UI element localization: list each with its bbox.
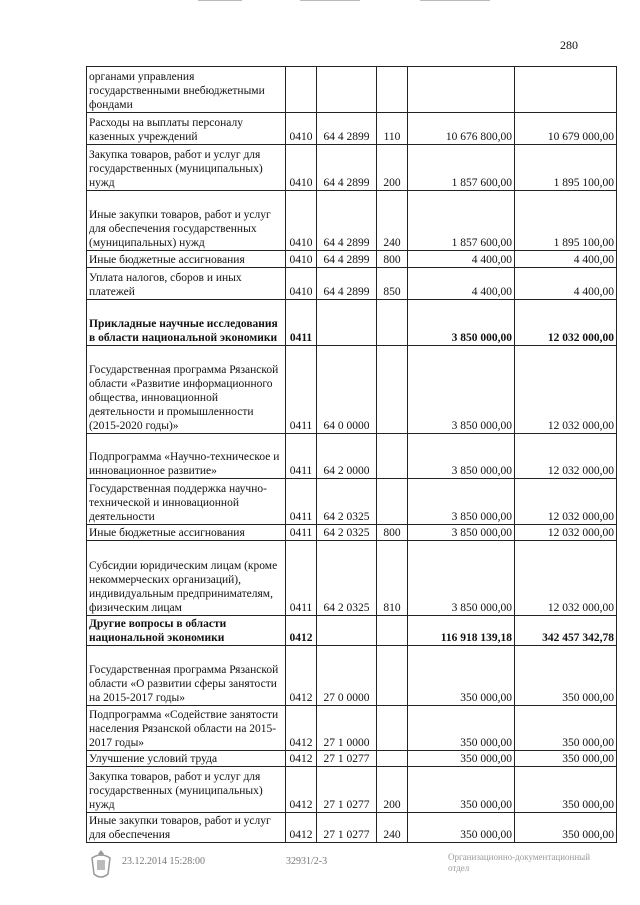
row-target-article: 64 4 2899 xyxy=(317,145,377,191)
row-target-article: 64 4 2899 xyxy=(317,113,377,145)
row-amount-first: 3 850 000,00 xyxy=(408,525,515,541)
row-expense-type: 240 xyxy=(377,191,408,251)
row-section: 0411 xyxy=(286,346,317,434)
row-section: 0412 xyxy=(286,767,317,813)
row-name: Иные закупки товаров, работ и услуг для обеспечения xyxy=(87,813,286,843)
row-amount-second xyxy=(515,67,617,113)
table-row xyxy=(87,67,617,113)
row-target-article: 64 4 2899 xyxy=(317,251,377,268)
table-row xyxy=(87,300,617,346)
row-section: 0411 xyxy=(286,525,317,541)
row-name: органами управления государственными внебюджетными фондами xyxy=(87,67,286,113)
row-expense-type: 200 xyxy=(377,767,408,813)
row-target-article: 64 2 0325 xyxy=(317,479,377,525)
row-target-article: 27 1 0277 xyxy=(317,767,377,813)
row-target-article: 27 1 0000 xyxy=(317,706,377,751)
budget-table xyxy=(86,66,617,843)
scan-artifact xyxy=(198,0,242,1)
table-row xyxy=(87,646,617,706)
row-amount-first: 10 676 800,00 xyxy=(408,113,515,145)
footer-stamp-text: Организационно-документационный отдел xyxy=(448,852,591,873)
row-amount-first: 116 918 139,18 xyxy=(408,616,515,646)
row-amount-second: 350 000,00 xyxy=(515,767,617,813)
table-row xyxy=(87,541,617,616)
emblem-icon xyxy=(88,848,114,882)
row-section: 0412 xyxy=(286,706,317,751)
row-target-article: 27 0 0000 xyxy=(317,646,377,706)
row-amount-second: 4 400,00 xyxy=(515,268,617,300)
row-amount-first: 1 857 600,00 xyxy=(408,191,515,251)
row-target-article: 64 2 0325 xyxy=(317,541,377,616)
row-expense-type: 800 xyxy=(377,251,408,268)
scan-artifact xyxy=(300,0,360,1)
row-amount-first: 3 850 000,00 xyxy=(408,346,515,434)
row-amount-second: 350 000,00 xyxy=(515,813,617,843)
row-expense-type xyxy=(377,751,408,767)
row-amount-second: 10 679 000,00 xyxy=(515,113,617,145)
row-expense-type: 810 xyxy=(377,541,408,616)
table-row xyxy=(87,268,617,300)
row-amount-first: 4 400,00 xyxy=(408,268,515,300)
row-section: 0412 xyxy=(286,646,317,706)
row-name: Закупка товаров, работ и услуг для государственных (муниципальных) нужд xyxy=(87,145,286,191)
row-amount-second: 12 032 000,00 xyxy=(515,541,617,616)
row-target-article: 64 0 0000 xyxy=(317,346,377,434)
row-section: 0411 xyxy=(286,541,317,616)
row-name: Уплата налогов, сборов и иных платежей xyxy=(87,268,286,300)
row-amount-second: 1 895 100,00 xyxy=(515,145,617,191)
row-section: 0410 xyxy=(286,113,317,145)
row-expense-type: 800 xyxy=(377,525,408,541)
table-row xyxy=(87,767,617,813)
row-amount-second: 350 000,00 xyxy=(515,706,617,751)
table-row xyxy=(87,145,617,191)
row-amount-second: 1 895 100,00 xyxy=(515,191,617,251)
row-section: 0412 xyxy=(286,616,317,646)
table-row xyxy=(87,479,617,525)
row-section: 0411 xyxy=(286,300,317,346)
row-name: Другие вопросы в области национальной экономики xyxy=(87,616,286,646)
row-expense-type xyxy=(377,300,408,346)
row-section: 0410 xyxy=(286,268,317,300)
footer-timestamp: 23.12.2014 15:28:00 xyxy=(122,856,206,867)
row-amount-first: 350 000,00 xyxy=(408,813,515,843)
row-amount-first: 3 850 000,00 xyxy=(408,541,515,616)
table-row xyxy=(87,751,617,767)
row-expense-type xyxy=(377,67,408,113)
row-section: 0411 xyxy=(286,479,317,525)
row-expense-type xyxy=(377,616,408,646)
row-amount-second: 12 032 000,00 xyxy=(515,479,617,525)
row-target-article: 64 2 0325 xyxy=(317,525,377,541)
row-expense-type: 110 xyxy=(377,113,408,145)
row-name: Иные бюджетные ассигнования xyxy=(87,525,286,541)
row-expense-type: 850 xyxy=(377,268,408,300)
row-amount-first: 350 000,00 xyxy=(408,706,515,751)
row-name: Государственная программа Рязанской области «О развитии сферы занятости на 2015-2017 годы» xyxy=(87,646,286,706)
row-section: 0410 xyxy=(286,191,317,251)
row-target-article xyxy=(317,300,377,346)
row-amount-first: 3 850 000,00 xyxy=(408,434,515,479)
row-expense-type: 240 xyxy=(377,813,408,843)
row-amount-first: 3 850 000,00 xyxy=(408,479,515,525)
row-name: Субсидии юридическим лицам (кроме некоммерческих организаций), индивидуальным предпринимателям, физическим лицам xyxy=(87,541,286,616)
row-name: Государственная поддержка научно-технической и инновационной деятельности xyxy=(87,479,286,525)
row-target-article: 27 1 0277 xyxy=(317,751,377,767)
row-amount-first: 1 857 600,00 xyxy=(408,145,515,191)
row-name: Прикладные научные исследования в области национальной экономики xyxy=(87,300,286,346)
row-section: 0412 xyxy=(286,813,317,843)
row-expense-type xyxy=(377,646,408,706)
row-amount-second: 350 000,00 xyxy=(515,646,617,706)
row-expense-type xyxy=(377,434,408,479)
row-target-article xyxy=(317,67,377,113)
page-number: 280 xyxy=(560,38,578,52)
row-amount-first: 350 000,00 xyxy=(408,751,515,767)
row-section: 0411 xyxy=(286,434,317,479)
row-target-article: 64 4 2899 xyxy=(317,268,377,300)
row-name: Иные бюджетные ассигнования xyxy=(87,251,286,268)
row-expense-type xyxy=(377,706,408,751)
table-row xyxy=(87,191,617,251)
table-body xyxy=(87,67,617,843)
table-row xyxy=(87,346,617,434)
table-row xyxy=(87,434,617,479)
footer-doc-code: 32931/2-3 xyxy=(286,856,328,867)
row-target-article: 64 4 2899 xyxy=(317,191,377,251)
row-name: Улучшение условий труда xyxy=(87,751,286,767)
row-section: 0410 xyxy=(286,145,317,191)
row-section: 0410 xyxy=(286,251,317,268)
row-name: Расходы на выплаты персоналу казенных учреждений xyxy=(87,113,286,145)
row-name: Иные закупки товаров, работ и услуг для обеспечения государственных (муниципальных) нужд xyxy=(87,191,286,251)
table-row xyxy=(87,616,617,646)
row-name: Закупка товаров, работ и услуг для государственных (муниципальных) нужд xyxy=(87,767,286,813)
row-name: Подпрограмма «Содействие занятости населения Рязанской области на 2015-2017 годы» xyxy=(87,706,286,751)
row-name: Подпрограмма «Научно-техническое и инновационное развитие» xyxy=(87,434,286,479)
row-target-article xyxy=(317,616,377,646)
row-amount-first xyxy=(408,67,515,113)
row-amount-first: 4 400,00 xyxy=(408,251,515,268)
row-amount-first: 350 000,00 xyxy=(408,767,515,813)
row-amount-second: 12 032 000,00 xyxy=(515,300,617,346)
row-amount-first: 350 000,00 xyxy=(408,646,515,706)
row-target-article: 27 1 0277 xyxy=(317,813,377,843)
row-expense-type: 200 xyxy=(377,145,408,191)
row-target-article: 64 2 0000 xyxy=(317,434,377,479)
table-row xyxy=(87,113,617,145)
table-row xyxy=(87,525,617,541)
row-expense-type xyxy=(377,346,408,434)
row-expense-type xyxy=(377,479,408,525)
row-name: Государственная программа Рязанской области «Развитие информационного общества, инновационной деятельности и промышленности (2015-2020 годы)» xyxy=(87,346,286,434)
row-amount-second: 12 032 000,00 xyxy=(515,525,617,541)
scan-artifact xyxy=(420,0,490,1)
row-section xyxy=(286,67,317,113)
table-row xyxy=(87,706,617,751)
row-amount-second: 350 000,00 xyxy=(515,751,617,767)
table-row xyxy=(87,251,617,268)
row-amount-second: 4 400,00 xyxy=(515,251,617,268)
row-amount-second: 342 457 342,78 xyxy=(515,616,617,646)
row-amount-first: 3 850 000,00 xyxy=(408,300,515,346)
row-amount-second: 12 032 000,00 xyxy=(515,346,617,434)
row-section: 0412 xyxy=(286,751,317,767)
table-row xyxy=(87,813,617,843)
row-amount-second: 12 032 000,00 xyxy=(515,434,617,479)
